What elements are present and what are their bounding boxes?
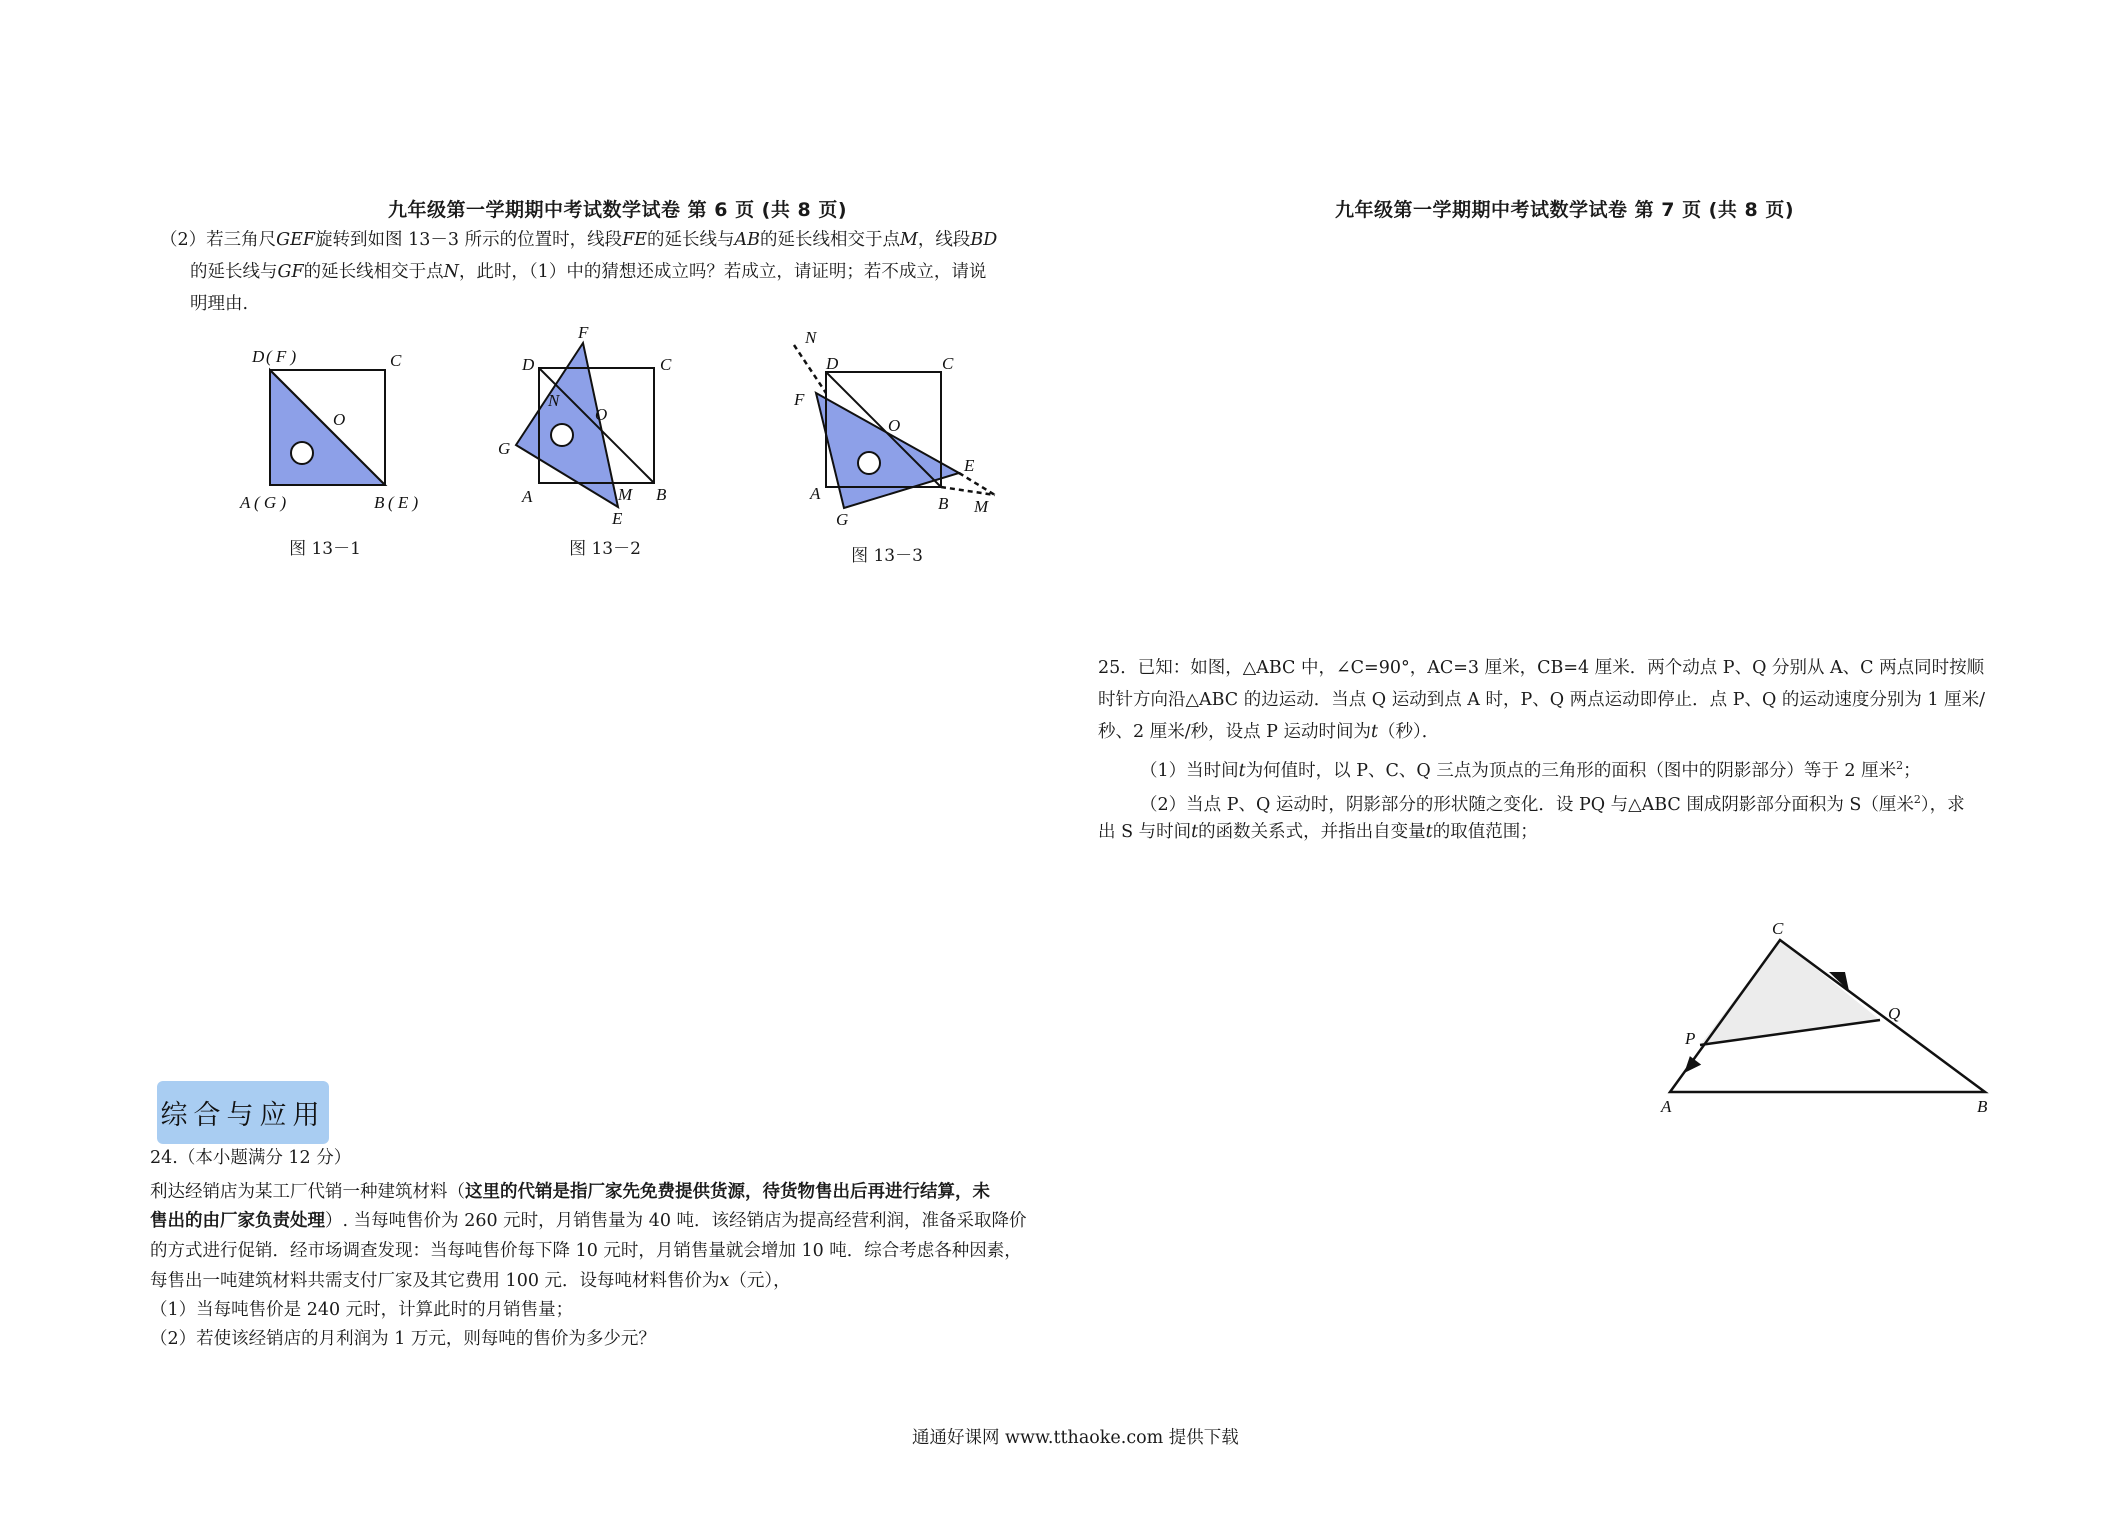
label-e-3: E (964, 456, 975, 475)
q25-part2-line1: （2）当点 P、Q 运动时，阴影部分的形状随之变化．设 PQ 与△ABC 围成阴影部分面积为 S（厘米$^2$），求 (1140, 793, 1965, 815)
label-q-q25: Q (1888, 1004, 1901, 1023)
label-a-2: A (522, 487, 533, 506)
figure-q25-triangle (1655, 920, 2000, 1120)
label-g-3: G (836, 510, 849, 525)
figure-13-3 (780, 325, 1010, 525)
label-d-1: D (252, 347, 265, 366)
label-f-3: F (794, 390, 805, 409)
label-b-2: B (656, 485, 667, 504)
label-c-2: C (660, 355, 672, 374)
figure-13-2-caption: 图 13－2 (569, 539, 641, 559)
label-f-1: ( F ) (266, 347, 297, 366)
label-o-2: O (595, 405, 608, 424)
q24-line2: 售出的由厂家负责处理）. 当每吨售价为 260 元时，月销售量为 40 吨．该经销店为提高经营利润，准备采取降价 (150, 1211, 1027, 1231)
q25-part2-line2: 出 S 与时间t的函数关系式，并指出自变量t的取值范围； (1098, 822, 1538, 842)
label-f-2: F (578, 323, 589, 342)
label-a-3: A (810, 484, 821, 503)
triangle-hole-1 (291, 442, 313, 464)
q24-part1: （1）当每吨售价是 240 元时，计算此时的月销售量； (150, 1300, 574, 1320)
q23-part2-line3: 明理由. (190, 294, 249, 314)
q25-part1: （1）当时间t为何值时，以 P、C、Q 三点为顶点的三角形的面积（图中的阴影部分）等于 2 厘米$^2$； (1140, 759, 1921, 781)
label-n-2: N (548, 391, 560, 410)
figure-13-3-caption: 图 13－3 (851, 546, 923, 566)
q25-line3: 秒、2 厘米/秒，设点 P 运动时间为t（秒）． (1098, 722, 1440, 742)
label-g-1: ( G ) (254, 493, 287, 512)
label-c-3: C (942, 354, 954, 373)
triangle-hole-2 (551, 424, 573, 446)
label-a-1: A (240, 493, 251, 512)
extension-bd-dashed (794, 345, 826, 393)
q25-line1: 25．已知：如图，△ABC 中，∠C=90°，AC=3 厘米，CB=4 厘米．两个动点 P、Q 分别从 A、C 两点同时按顺 (1098, 658, 1985, 678)
triangle-hole-3 (858, 452, 880, 474)
extension-ab-dashed (941, 487, 995, 495)
label-g-2: G (498, 439, 511, 458)
label-p-q25: P (1685, 1029, 1696, 1048)
label-d-2: D (522, 355, 535, 374)
q24-line1: 利达经销店为某工厂代销一种建筑材料（这里的代销是指厂家先免费提供货源，待货物售出后再进行结算，未 (150, 1182, 990, 1202)
label-d-3: D (826, 354, 839, 373)
label-m-2: M (618, 485, 633, 504)
q25-line2: 时针方向沿△ABC 的边运动．当点 Q 运动到点 A 时，P、Q 两点运动即停止．点 P、Q 的运动速度分别为 1 厘米/ (1098, 690, 1986, 710)
q24-part2: （2）若使该经销店的月利润为 1 万元，则每吨的售价为多少元？ (150, 1329, 656, 1349)
q24-line4: 每售出一吨建筑材料共需支付厂家及其它费用 100 元．设每吨材料售价为x（元）， (150, 1271, 791, 1291)
q23-part2-line2: 的延长线与GF的延长线相交于点N，此时，（1）中的猜想还成立吗？若成立，请证明；若不成立，请说 (190, 262, 987, 282)
label-b-1: B (374, 493, 385, 512)
q24-line3: 的方式进行促销．经市场调查发现：当每吨售价每下降 10 元时，月销售量就会增加 10 吨．综合考虑各种因素， (150, 1241, 1022, 1261)
figure-13-1 (230, 340, 430, 520)
q24-title: 24.（本小题满分 12 分） (150, 1148, 352, 1168)
left-page-header: 九年级第一学期期中考试数学试卷 第 6 页 (共 8 页) (388, 199, 847, 221)
label-m-3: M (974, 497, 989, 516)
figure-13-2 (490, 320, 690, 530)
label-a-q25: A (1661, 1097, 1672, 1116)
label-n-3: N (805, 328, 817, 347)
label-e-2: E (612, 509, 623, 528)
figure-13-1-caption: 图 13－1 (289, 539, 361, 559)
label-o-1: O (333, 410, 346, 429)
shaded-region-pcq (1700, 940, 1880, 1045)
label-c-1: C (390, 351, 402, 370)
label-b-q25: B (1977, 1097, 1988, 1116)
right-page-header: 九年级第一学期期中考试数学试卷 第 7 页 (共 8 页) (1335, 199, 1794, 221)
label-b-3: B (938, 494, 949, 513)
label-o-3: O (888, 416, 901, 435)
label-c-q25: C (1772, 920, 1784, 938)
label-e-1: ( E ) (388, 493, 419, 512)
section-badge: 综合与应用 (157, 1081, 329, 1144)
q23-part2-line1: （2）若三角尺GEF旋转到如图 13－3 所示的位置时，线段FE的延长线与AB的延长线相交于点M，线段BD (160, 230, 998, 250)
footer-credit: 通通好课网 www.tthaoke.com 提供下载 (912, 1428, 1239, 1448)
triangle-gef-3 (816, 393, 959, 508)
